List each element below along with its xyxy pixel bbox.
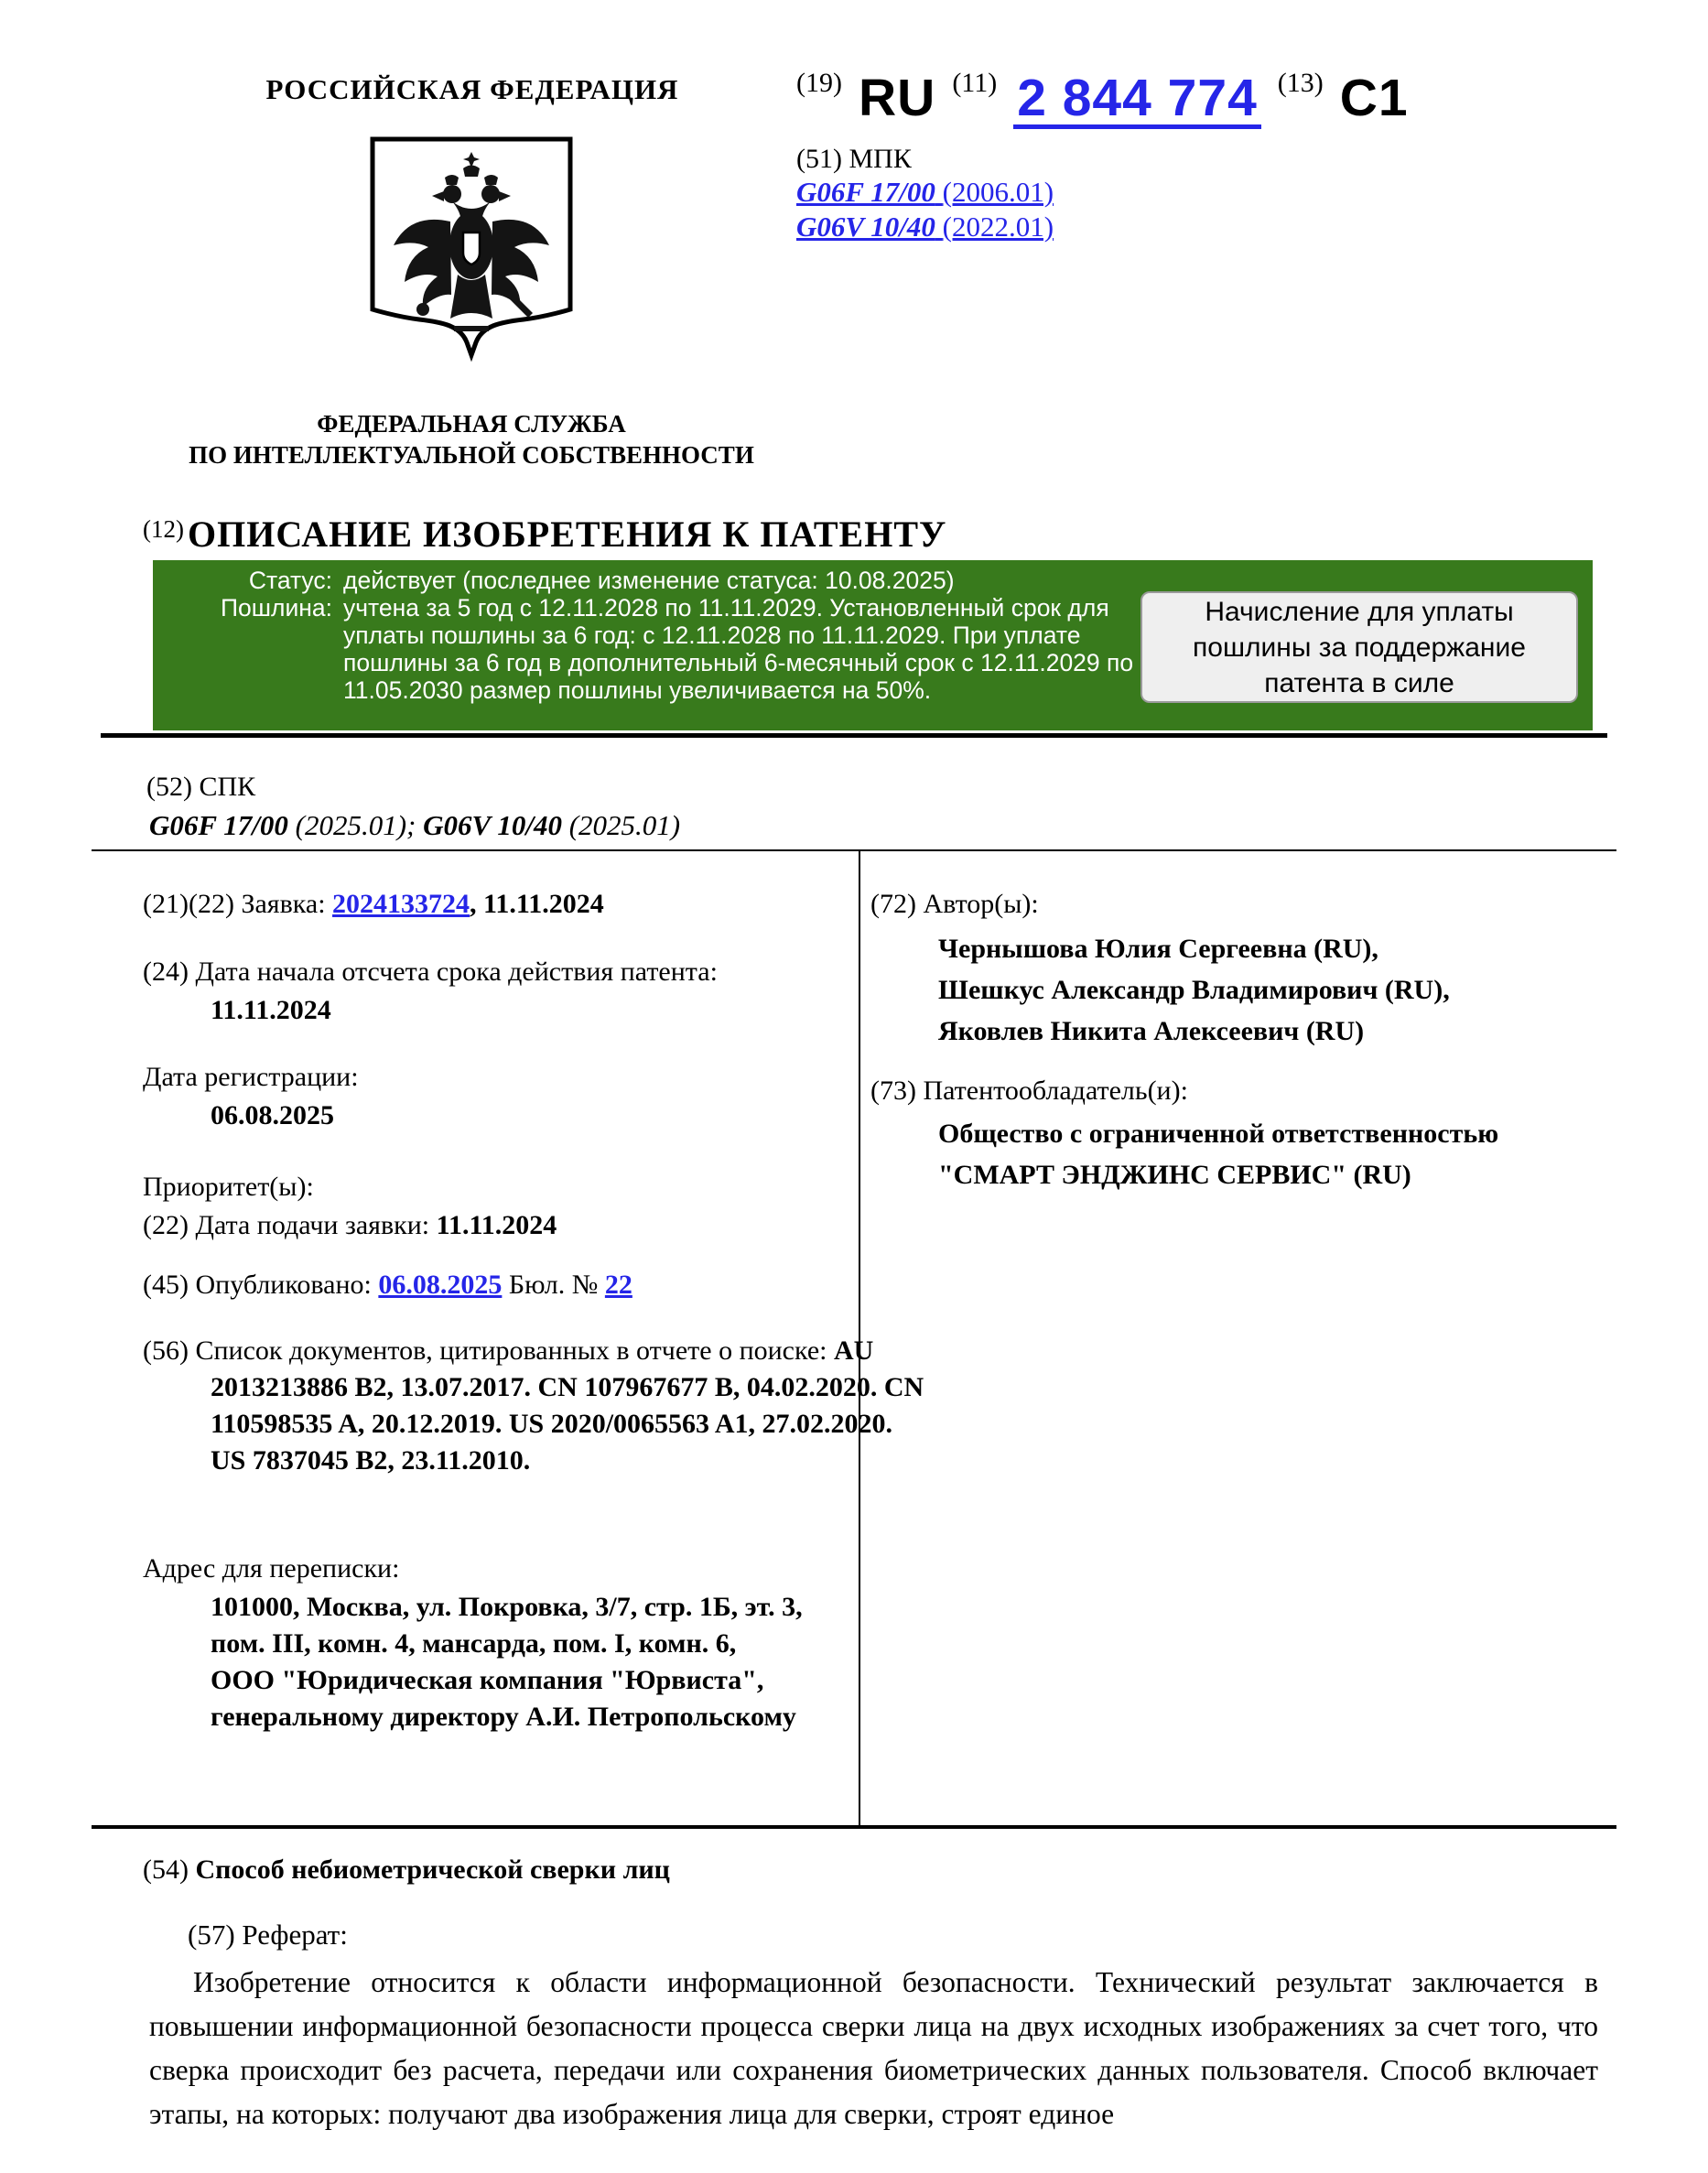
agency-line-1: ФЕДЕРАЛЬНАЯ СЛУЖБА [317, 410, 626, 438]
inid-12-label: (12) [143, 515, 184, 543]
published-label: (45) Опубликовано: [143, 1270, 379, 1300]
filing-label: (22) Дата подачи заявки: [143, 1210, 437, 1240]
fee-label: Пошлина: [220, 594, 332, 622]
ipc-code-link-2[interactable] [796, 210, 1054, 244]
correspondence-address-label: Адрес для переписки: [143, 1553, 400, 1584]
term-start-label: (24) Дата начала отсчета срока действия патента: [143, 957, 718, 987]
ipc-year-2 [935, 211, 943, 243]
bulletin-label: Бюл. № [502, 1270, 605, 1300]
citations-list: AU 2013213886 B2, 13.07.2017. CN 107967677 B, 04.02.2020. CN 110598535 A, 20.12.2019. US 2020/0065563 A1, 27.02.2020. US 7837045 B2, 23.11.2010. [211, 1335, 924, 1476]
publication-number-line [796, 68, 1409, 129]
inid-13-label: (13) [1277, 68, 1324, 98]
spc-version-1: (2025.01); [287, 809, 424, 841]
inid-11-label: (11) [952, 68, 998, 98]
patent-holder-label: (73) Патентообладатель(и): [870, 1076, 1188, 1106]
citations-row [143, 1333, 930, 1479]
bibliographic-table [92, 849, 1616, 1829]
spc-code-2: G06V 10/40 [423, 809, 562, 841]
ipc-year-1 [935, 176, 943, 208]
author-name: Чернышова Юлия Сергеевна (RU), [938, 934, 1378, 964]
bulletin-number-link[interactable]: 22 [604, 1270, 632, 1300]
spc-code-1: G06F 17/00 [149, 809, 288, 841]
ipc-code-link-1[interactable] [796, 175, 1054, 210]
author-name: Шешкус Александр Владимирович (RU), [938, 975, 1450, 1005]
application-number-link[interactable]: 2024133724 [332, 889, 470, 919]
status-value: действует (последнее изменение статуса: 10.08.2025) [343, 567, 955, 594]
published-date-link[interactable]: 06.08.2025 [378, 1270, 503, 1300]
publication-header [796, 68, 1409, 244]
registration-label: Дата регистрации: [143, 1062, 359, 1092]
patent-holder-value: Общество с ограниченной ответственностью "СМАРТ ЭНДЖИНС СЕРВИС" (RU) [938, 1119, 1499, 1190]
application-label: (21)(22) Заявка: [143, 889, 333, 919]
ipc-version-1: (2006.01) [942, 176, 1054, 208]
registration-date: 06.08.2025 [211, 1100, 334, 1130]
status-box [153, 560, 1593, 730]
ipc-section-label: (51) МПК [796, 144, 912, 174]
fee-accrual-button[interactable] [1140, 591, 1578, 703]
abstract-text: Изобретение относится к области информационной безопасности. Технический результат заключается в повышении информационной безопасности процесса сверки лица на двух исходных изображениях за счет того, что сверка происходит без расчета, передачи или сохранения биометрических данных пользователя. Способ включает этапы, на которых: получают два изображения лица для сверки, строят единое [149, 1966, 1598, 2130]
filing-date: 11.11.2024 [436, 1210, 557, 1240]
spc-section-label: (52) СПК [146, 772, 256, 802]
agency-line-2: ПО ИНТЕЛЛЕКТУАЛЬНОЙ СОБСТВЕННОСТИ [189, 441, 754, 469]
ipc-version-2: (2022.01) [942, 211, 1054, 243]
russian-coat-of-arms-icon [366, 135, 577, 375]
country-code: RU [858, 69, 936, 127]
invention-title-row [143, 1854, 670, 1886]
spc-version-2: (2025.01) [561, 809, 681, 841]
correspondence-address-value: 101000, Москва, ул. Покровка, 3/7, стр. 1Б, эт. 3, пом. III, комн. 4, мансарда, пом. I, комн. 6, ООО "Юридическая компания "Юрвиста", генеральному директору А.И. Петропольскому [211, 1592, 803, 1732]
country-name: РОССИЙСКАЯ ФЕДЕРАЦИЯ [265, 73, 679, 105]
kind-code: C1 [1339, 69, 1409, 127]
abstract-heading: (57) Реферат: [188, 1919, 348, 1951]
document-type-text: ОПИСАНИЕ ИЗОБРЕТЕНИЯ К ПАТЕНТУ [187, 514, 947, 555]
citations-label: (56) Список документов, цитированных в отчете о поиске: [143, 1335, 834, 1366]
fee-accrual-button-label: Начисление для уплаты пошлины за поддержание патента в силе [1193, 596, 1526, 698]
inid-54-label: (54) [143, 1854, 196, 1885]
ipc-code-1: G06F 17/00 [796, 176, 935, 208]
application-date: , 11.11.2024 [470, 889, 604, 919]
term-start-date: 11.11.2024 [211, 995, 331, 1025]
authors-label: (72) Автор(ы): [870, 889, 1039, 919]
status-label: Статус: [248, 567, 332, 594]
fee-value: учтена за 5 год с 12.11.2028 по 11.11.2029. Установленный срок для уплаты пошлины за 6 год: с 12.11.2028 по 11.11.2029. При уплате пошлины за 6 год в дополнительный 6-месячный срок с 12.11.2029 по 11.05.2030 размер пошлины увеличивается на 50%. [343, 594, 1134, 704]
spc-codes [149, 809, 680, 842]
priority-label: Приоритет(ы): [143, 1172, 314, 1202]
application-row [143, 886, 604, 923]
published-row [143, 1267, 632, 1303]
author-name: Яковлев Никита Алексеевич (RU) [938, 1016, 1365, 1046]
invention-title: Способ небиометрической сверки лиц [195, 1854, 670, 1885]
separator-rule [101, 733, 1607, 738]
inid-19-label: (19) [796, 68, 842, 98]
patent-number-link[interactable]: 2 844 774 [1013, 71, 1261, 129]
agency-name [110, 408, 833, 470]
ipc-code-2: G06V 10/40 [796, 211, 935, 243]
filing-row [143, 1207, 557, 1244]
document-type-title [143, 513, 946, 556]
